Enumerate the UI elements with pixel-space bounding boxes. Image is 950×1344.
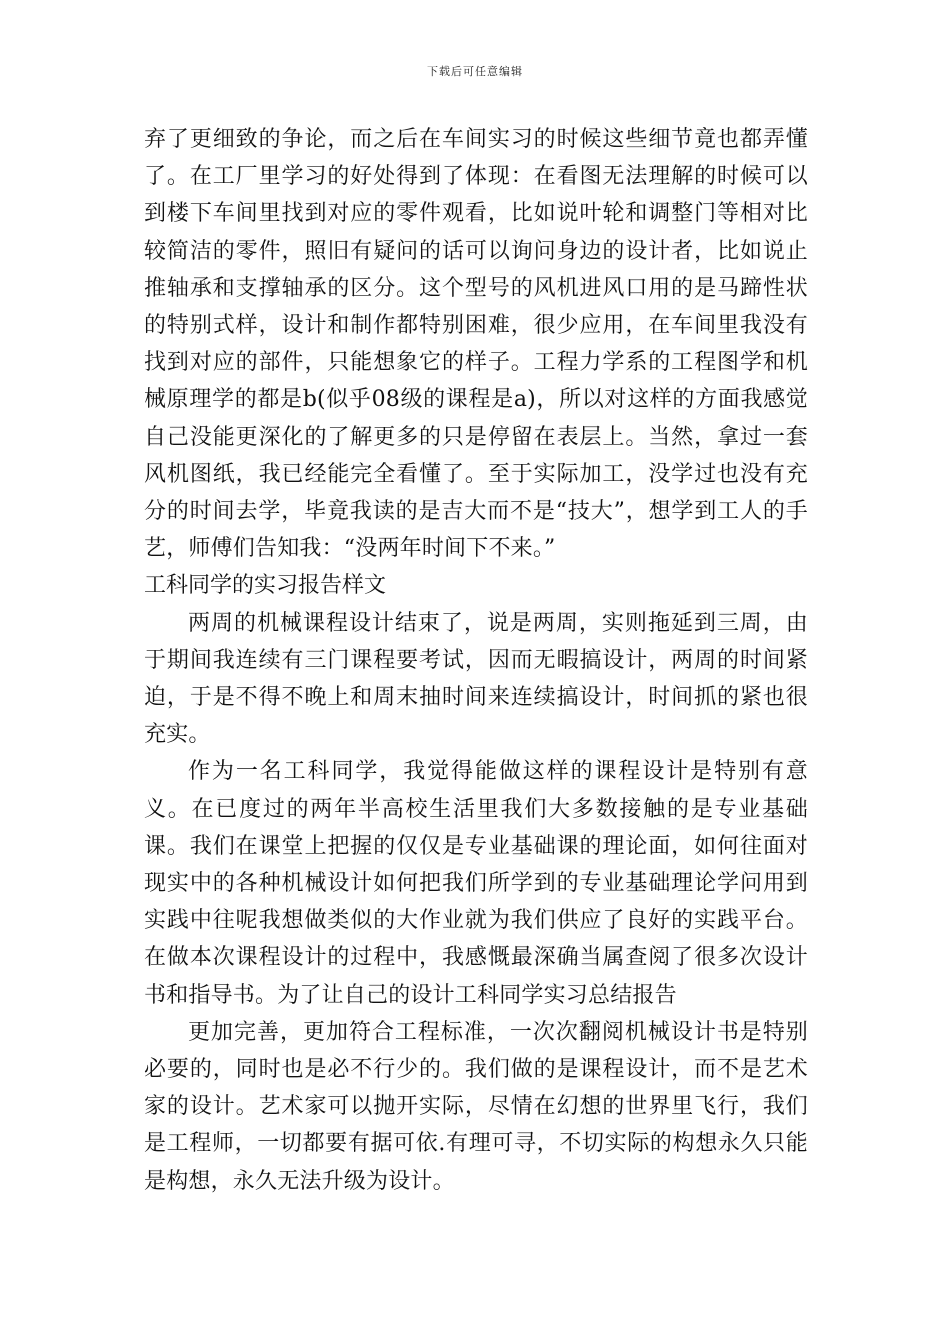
paragraph-intro: 两周的机械课程设计结束了，说是两周，实则拖延到三周，由于期间我连续有三门课程要考试，因而无暇搞设计，两周的时间紧迫，于是不得不晚上和周末抽时间来连续搞设计，时间抓的紧也很充实。 [144,610,808,748]
section-heading: 工科同学的实习报告样文 [144,573,387,599]
paragraph-standards: 更加完善，更加符合工程标准，一次次翻阅机械设计书是特别必要的，同时也是必不行少的。我们做的是课程设计，而不是艺术家的设计。艺术家可以抛开实际，尽情在幻想的世界里飞行，我们是工程师，一切都要有据可依.有理可寻，不切实际的构想永久只能是构想，永久无法升级为设计。 [144,1019,808,1194]
paragraph-meaning: 作为一名工科同学，我觉得能做这样的课程设计是特别有意义。在已度过的两年半高校生活里我们大多数接触的是专业基础课。我们在课堂上把握的仅仅是专业基础课的理论面，如何往面对现实中的各种机械设计如何把我们所学到的专业基础理论学问用到实践中往呢我想做类似的大作业就为我们供应了良好的实践平台。在做本次课程设计的过程中，我感慨最深确当属查阅了很多次设计书和指导书。为了让自己的设计工科同学实习总结报告 [144,759,808,1008]
page-header: 下载后可任意编辑 [427,65,523,78]
document-body [144,121,808,1200]
paragraph-continuation: 弃了更细致的争论，而之后在车间实习的时候这些细节竟也都弄懂了。在工厂里学习的好处得到了体现：在看图无法理解的时候可以到楼下车间里找到对应的零件观看，比如说叶轮和调整门等相对比较简洁的零件，照旧有疑问的话可以询问身边的设计者，比如说止推轴承和支撑轴承的区分。这个型号的风机进风口用的是马蹄性状的特别式样，设计和制作都特别困难，很少应用，在车间里我没有找到对应的部件，只能想象它的样子。工程力学系的工程图学和机械原理学的都是b(似乎08级的课程是a)，所以对这样的方面我感觉自己没能更深化的了解更多的只是停留在表层上。当然，拿过一套风机图纸，我已经能完全看懂了。至于实际加工，没学过也没有充分的时间去学，毕竟我读的是吉大而不是“技大”，想学到工人的手艺，师傅们告知我：“没两年时间下不来。” [144,127,808,562]
